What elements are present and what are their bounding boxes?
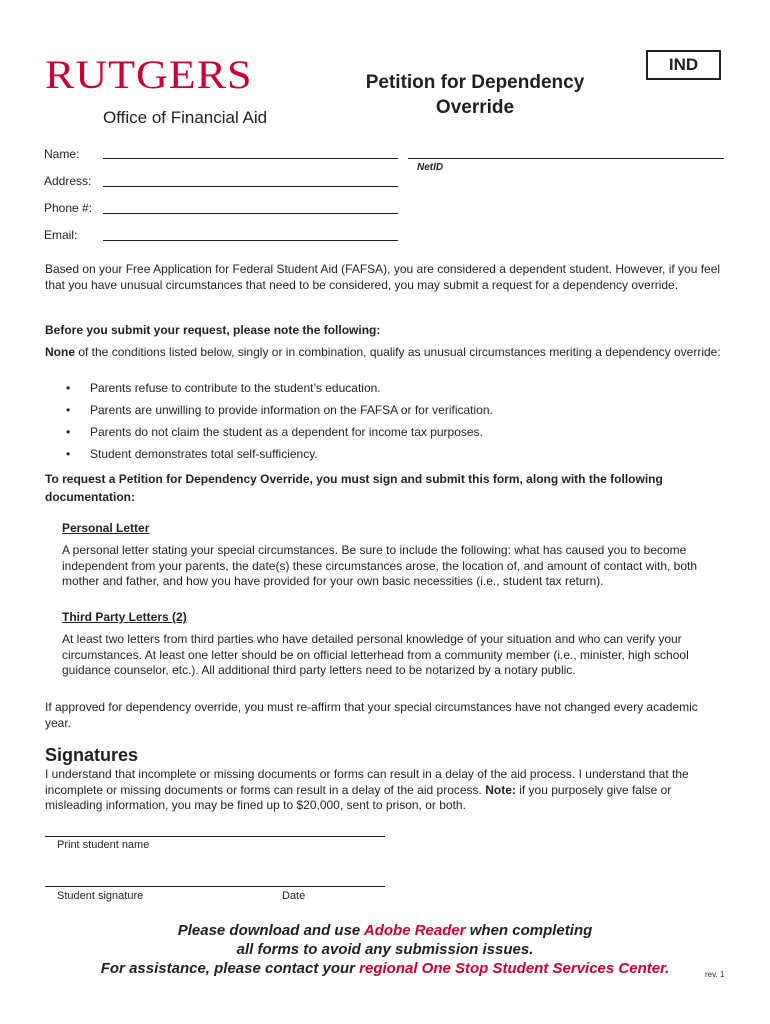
none-word: None <box>45 345 75 359</box>
request-heading: To request a Petition for Dependency Override, you must sign and submit this form, along with the following documentation: <box>45 472 663 504</box>
netid-field[interactable] <box>408 158 724 159</box>
signatures-heading: Signatures <box>45 745 139 765</box>
title-line-1: Petition for Dependency <box>365 72 585 93</box>
footer-line-1 <box>60 921 710 940</box>
email-label: Email: <box>44 228 78 242</box>
footer-text: Please download and use <box>177 922 364 939</box>
footer-line-3 <box>60 959 710 978</box>
list-item: • Parents are unwilling to provide information on the FAFSA or for verification. <box>60 400 493 422</box>
name-field[interactable] <box>103 158 398 159</box>
signature-label: Student signature <box>57 890 144 902</box>
logo-subtitle: Office of Financial Aid <box>103 108 268 127</box>
one-stop-link[interactable]: regional One Stop Student Services Center. <box>359 960 670 977</box>
third-party-heading: Third Party Letters (2) <box>62 610 187 624</box>
sig-text-before: I understand that incomplete or missing documents or forms can result in a delay of the aid process. I understand that the incomplete or missing documents or forms can result in a delay of the aid process. <box>45 767 689 797</box>
address-label: Address: <box>44 174 92 188</box>
signature-field[interactable] <box>45 886 385 887</box>
before-heading: Before you submit your request, please note the following: <box>45 323 381 337</box>
title-line-2: Override <box>435 97 515 118</box>
conditions-list <box>60 378 493 466</box>
page-title <box>340 70 610 120</box>
reaffirm-paragraph: If approved for dependency override, you must re-affirm that your special circumstances have not changed every academic year. <box>45 700 698 730</box>
none-text: of the conditions listed below, singly or in combination, qualify as unusual circumstances meriting a dependency override: <box>75 345 721 359</box>
date-label: Date <box>282 890 306 902</box>
personal-letter-text: A personal letter stating your special circumstances. Be sure to include the following: what has caused you to become independent from your parents, the date(s) these circumstances arose, the location of, and amount of contact with, both mother and father, and how you have provided for your own basic necessities (i.e., student tax return). <box>62 543 698 588</box>
list-item: • Student demonstrates total self-sufficiency. <box>60 444 493 466</box>
adobe-reader-link[interactable]: Adobe Reader <box>363 922 466 939</box>
revision-label: rev. 1 <box>705 970 725 979</box>
netid-label: NetID <box>417 162 444 173</box>
personal-letter-heading: Personal Letter <box>62 521 150 535</box>
third-party-text: At least two letters from third parties who have detailed personal knowledge of your situation and who can verify your circumstances. At least one letter should be on official letterhead from a community member (i.e., minister, high school guidance counselor, etc.). All additional third party letters need to be notarized by a notary public. <box>62 632 689 677</box>
footer-text: For assistance, please contact your <box>100 960 360 977</box>
address-field[interactable] <box>103 186 398 187</box>
name-label: Name: <box>44 147 80 161</box>
footer-text: when completing <box>465 922 593 939</box>
print-name-field[interactable] <box>45 836 385 837</box>
ind-badge: IND <box>646 50 721 80</box>
list-item: • Parents refuse to contribute to the student’s education. <box>60 378 493 400</box>
phone-field[interactable] <box>103 213 398 214</box>
sig-text-after: if you purposely give false or misleading information, you may be fined up to $20,000, sent to prison, or both. <box>45 782 672 812</box>
list-item: • Parents do not claim the student as a dependent for income tax purposes. <box>60 422 493 444</box>
email-field[interactable] <box>103 240 398 241</box>
footer-line-2: all forms to avoid any submission issues. <box>236 941 534 958</box>
phone-label: Phone #: <box>44 201 93 215</box>
rutgers-logo: RUTGERS <box>45 52 253 98</box>
intro-paragraph: Based on your Free Application for Federal Student Aid (FAFSA), you are considered a dependent student. However, if you feel that you have unusual circumstances that need to be considered, you may submit a request for a dependency override. <box>45 262 721 292</box>
note-word: Note: <box>485 782 516 797</box>
none-paragraph <box>45 345 725 361</box>
print-name-label: Print student name <box>57 839 150 851</box>
signatures-paragraph <box>45 767 725 814</box>
